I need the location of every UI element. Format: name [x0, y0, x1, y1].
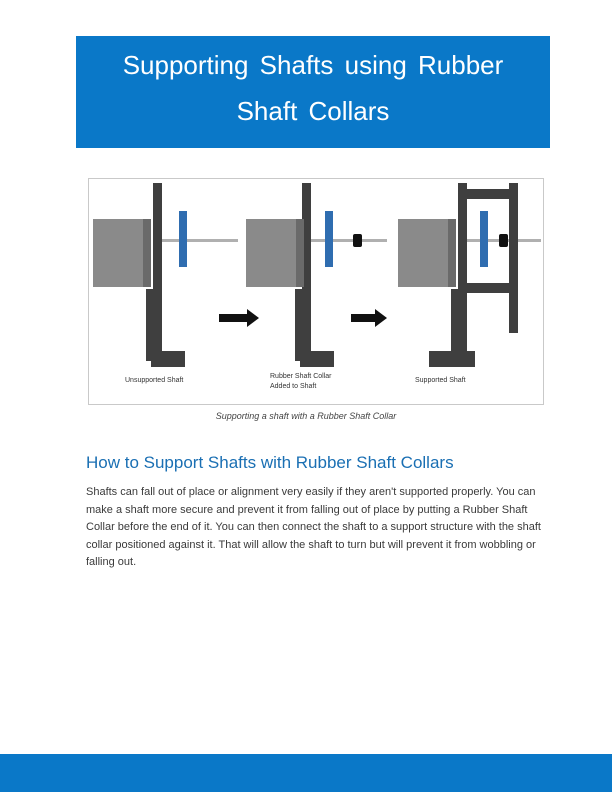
shaft-diagram — [89, 179, 543, 404]
label-collar-line1: Rubber Shaft Collar — [270, 373, 332, 380]
panel-unsupported — [93, 183, 238, 367]
section-heading: How to Support Shafts with Rubber Shaft Collars — [86, 453, 454, 472]
label-collar-line2: Added to Shaft — [270, 383, 317, 390]
panel-supported — [398, 183, 541, 367]
label-unsupported: Unsupported Shaft — [125, 377, 184, 384]
figure-caption: Supporting a shaft with a Rubber Shaft Collar — [215, 411, 397, 421]
title-line-1: Supporting Shafts using Rubber — [122, 50, 504, 80]
section-body: Shafts can fall out of place or alignment very easily if they aren't supported properly. You can make a shaft more secure and prevent it from falling out of place by putting a Rubber Shaft Collar before the end of it. You can then connect the shaft to a support structure with the shaft collar positioned against it. That will allow the shaft to turn but will prevent it from wobbling or falling out. — [86, 486, 541, 569]
footer-bar — [0, 754, 612, 792]
illustration-figure — [88, 178, 544, 405]
title-banner — [76, 36, 550, 148]
panel-collar-added — [246, 183, 387, 367]
title-line-2: Shaft Collars — [236, 96, 390, 126]
label-supported: Supported Shaft — [415, 377, 466, 384]
